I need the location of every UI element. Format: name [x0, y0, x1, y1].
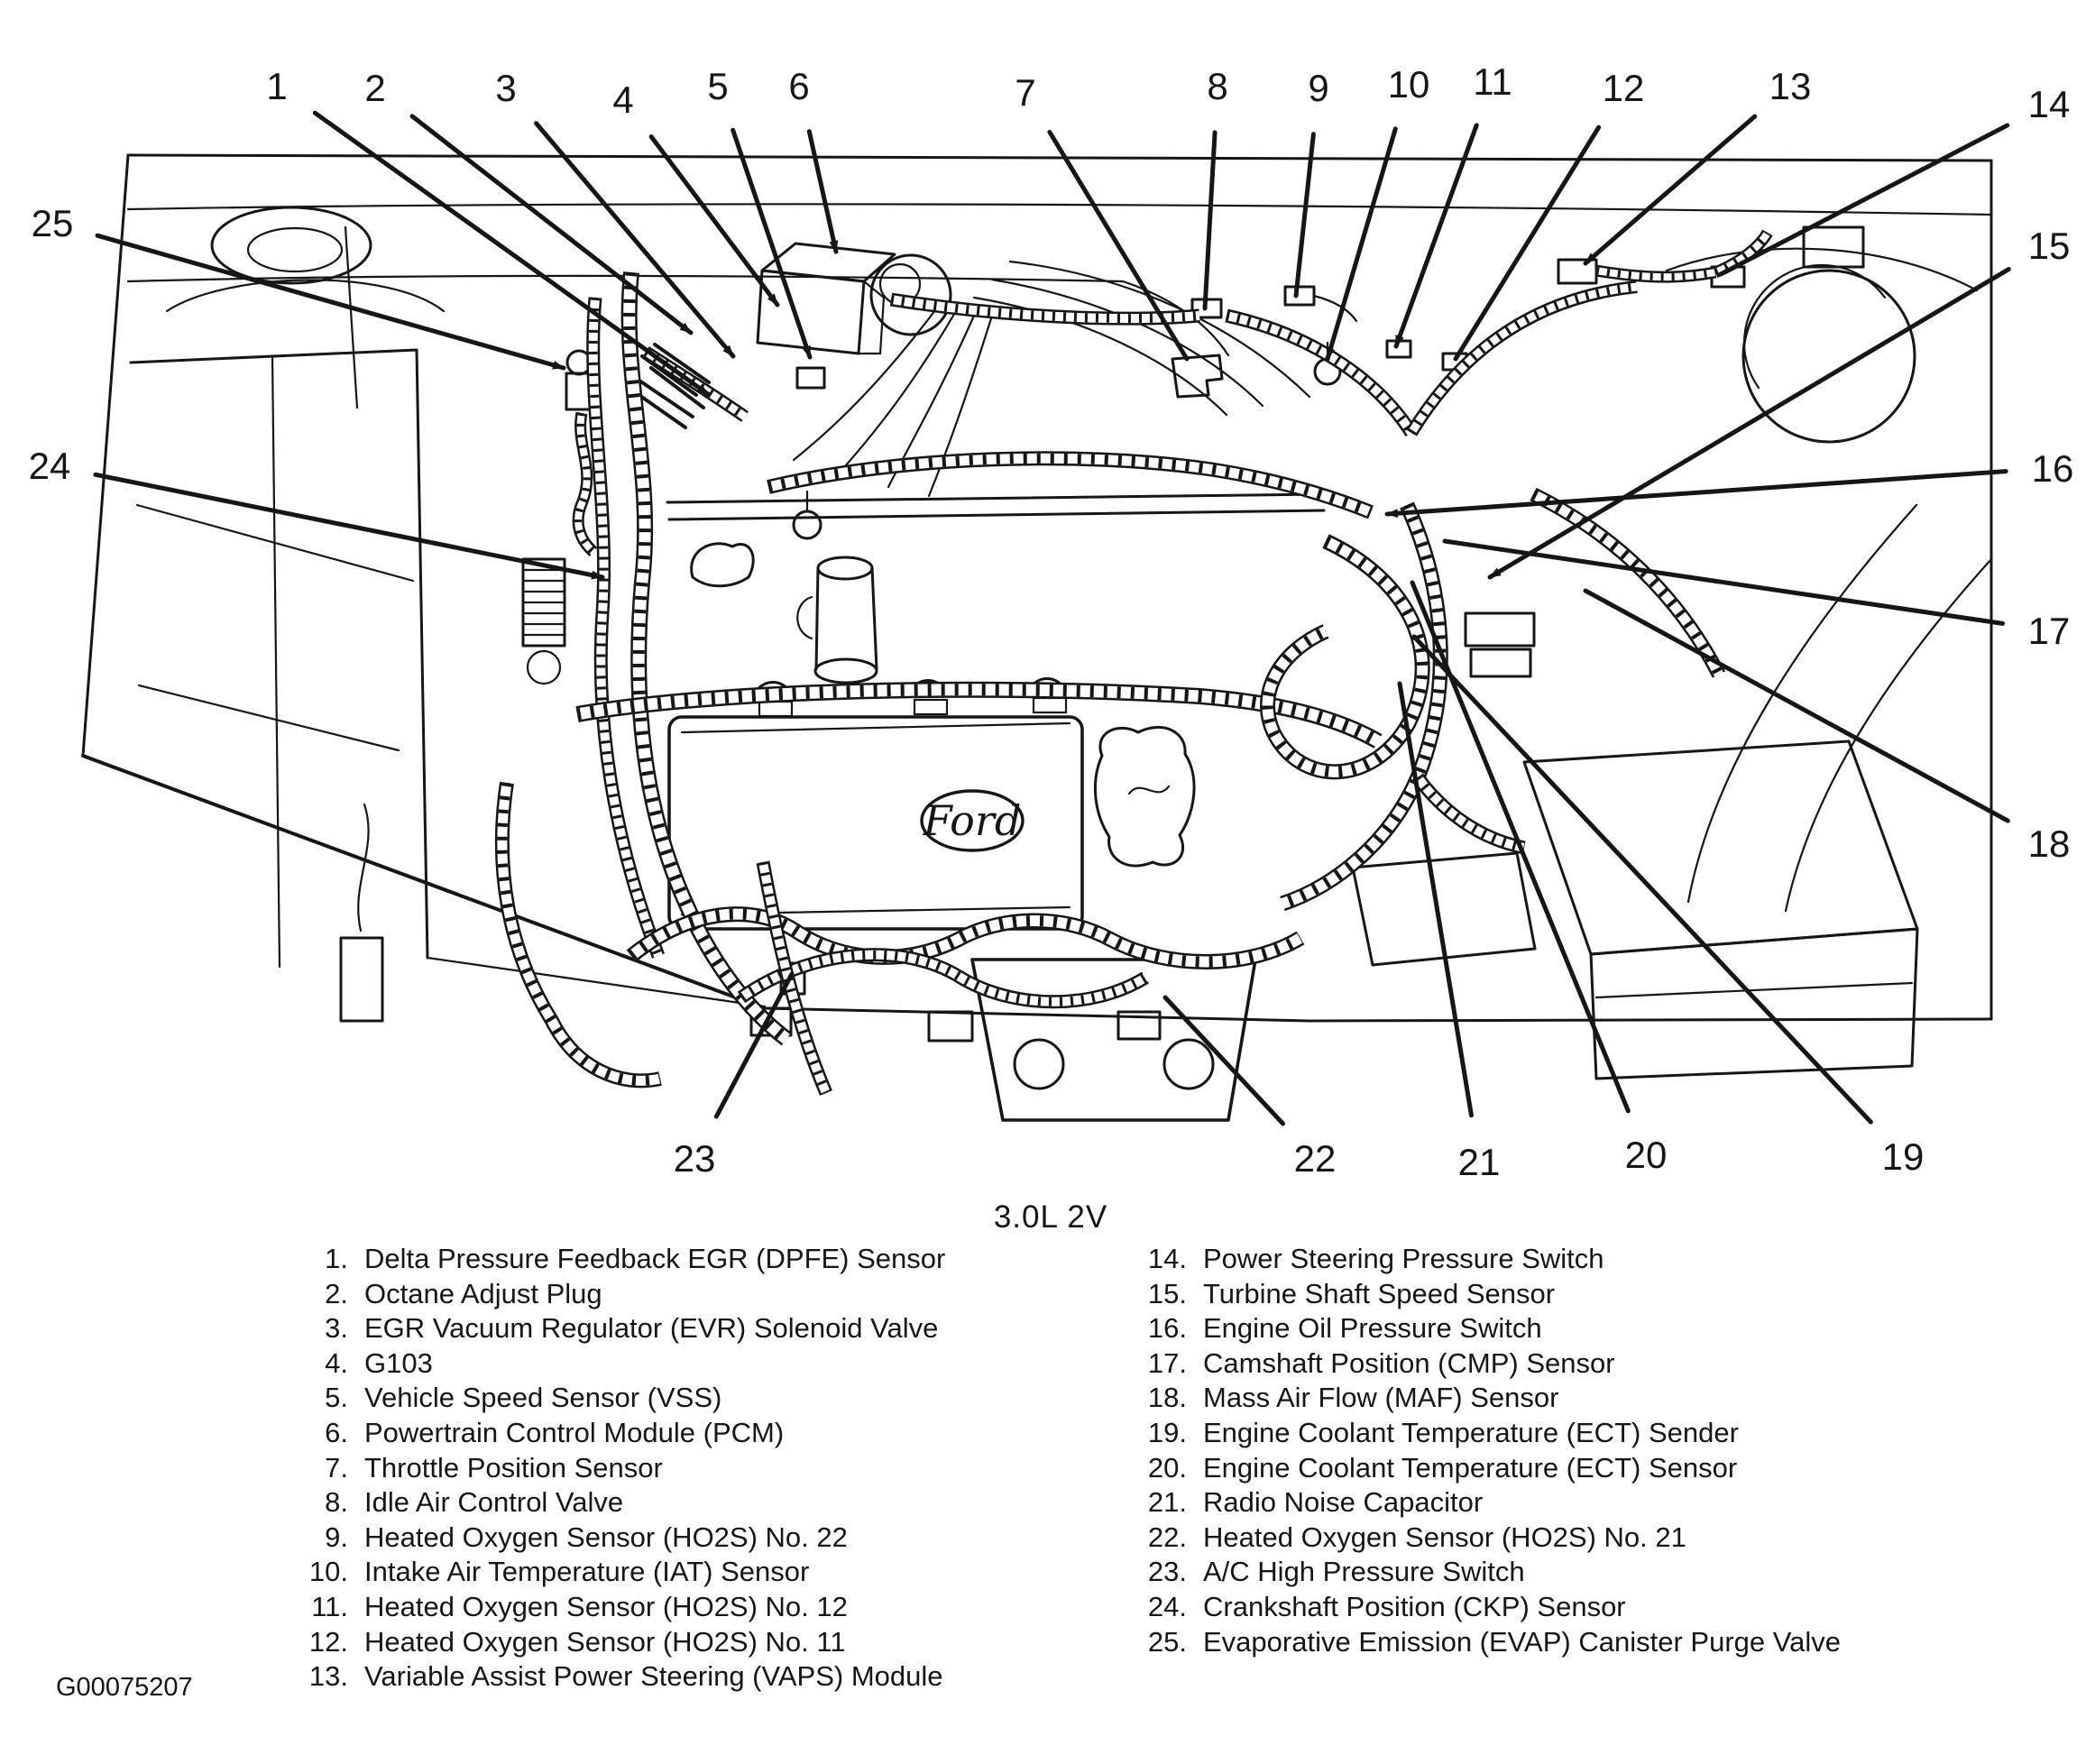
legend-item-25	[1109, 1626, 1921, 1661]
legend-column-right	[1109, 1243, 1921, 1660]
legend-item-number: 19.	[1147, 1416, 1187, 1448]
legend-item-number: 20.	[1147, 1451, 1187, 1484]
callout-number-6: 6	[788, 65, 810, 107]
legend-item-2	[271, 1278, 1046, 1313]
legend-item-21	[1109, 1486, 1921, 1521]
leader-line-6	[809, 132, 836, 252]
callout-number-10: 10	[1387, 63, 1430, 106]
legend-item-number: 3.	[325, 1312, 348, 1345]
legend-item-label: Heated Oxygen Sensor (HO2S) No. 22	[364, 1521, 848, 1553]
legend-item-number: 16.	[1147, 1312, 1187, 1345]
legend-item-number: 6.	[325, 1416, 348, 1448]
legend-item-number: 21.	[1147, 1486, 1187, 1519]
legend-item-label: Heated Oxygen Sensor (HO2S) No. 11	[364, 1625, 846, 1658]
legend-item-24	[1109, 1591, 1921, 1626]
legend-item-18	[1109, 1382, 1921, 1417]
callout-number-15: 15	[2027, 225, 2071, 267]
radiator-support	[131, 350, 427, 1021]
legend-item-label: Throttle Position Sensor	[364, 1451, 663, 1484]
callout-number-16: 16	[2031, 447, 2074, 490]
legend-item-label: Engine Oil Pressure Switch	[1203, 1312, 1542, 1345]
legend-item-16	[1109, 1312, 1921, 1347]
legend-item-number: 1.	[325, 1243, 348, 1274]
legend-item-15	[1109, 1278, 1921, 1313]
callout-number-2: 2	[364, 67, 386, 109]
legend-item-label: Octane Adjust Plug	[364, 1277, 602, 1309]
callout-number-17: 17	[2027, 610, 2071, 652]
harness-tube	[502, 783, 660, 1080]
harness-tube	[1267, 541, 1422, 772]
callout-number-3: 3	[495, 67, 517, 109]
legend-item-label: Camshaft Position (CMP) Sensor	[1203, 1346, 1615, 1379]
legend-item-label: Heated Oxygen Sensor (HO2S) No. 21	[1203, 1521, 1686, 1553]
callout-number-7: 7	[1015, 71, 1036, 114]
legend-item-label: Engine Coolant Temperature (ECT) Sensor	[1203, 1451, 1738, 1484]
legend-item-number: 14.	[1147, 1243, 1187, 1274]
legend-item-number: 9.	[325, 1521, 348, 1553]
legend-item-number: 12.	[308, 1625, 348, 1658]
callout-number-11: 11	[1473, 60, 1512, 103]
legend-item-4	[271, 1347, 1046, 1383]
legend-item-6	[271, 1417, 1046, 1452]
legend-item-3	[271, 1312, 1046, 1347]
legend-item-label: Power Steering Pressure Switch	[1203, 1243, 1604, 1274]
legend-item-number: 18.	[1147, 1382, 1187, 1414]
fuel-rail	[667, 492, 1324, 683]
callout-number-21: 21	[1457, 1141, 1501, 1183]
legend-item-label: Evaporative Emission (EVAP) Canister Purge Valve	[1203, 1625, 1841, 1658]
harness-tube	[593, 298, 658, 956]
harness-tube	[502, 783, 660, 1080]
legend-item-19	[1109, 1417, 1921, 1452]
legend-item-label: G103	[364, 1346, 433, 1379]
legend-item-8	[271, 1486, 1046, 1521]
figure-id: G00075207	[56, 1673, 193, 1702]
callout-number-18: 18	[2027, 822, 2071, 865]
legend-item-17	[1109, 1347, 1921, 1383]
leader-line-17	[1445, 541, 2003, 623]
legend-item-label: Intake Air Temperature (IAT) Sensor	[364, 1556, 810, 1588]
leader-line-13	[1585, 116, 1755, 263]
legend-item-number: 5.	[325, 1382, 348, 1414]
harness-tube	[502, 783, 660, 1080]
legend-item-label: Heated Oxygen Sensor (HO2S) No. 12	[364, 1590, 848, 1622]
harness-tube	[1227, 316, 1411, 433]
valve-cover	[669, 717, 1082, 929]
legend-item-label: Mass Air Flow (MAF) Sensor	[1203, 1382, 1559, 1414]
callout-number-1: 1	[266, 65, 288, 107]
leader-line-20	[1412, 583, 1628, 1111]
leader-line-10	[1328, 129, 1395, 359]
callout-number-14: 14	[2027, 83, 2071, 125]
callout-number-5: 5	[707, 65, 729, 107]
legend-item-number: 22.	[1147, 1521, 1187, 1553]
legend-item-20	[1109, 1452, 1921, 1487]
legend-item-number: 15.	[1147, 1277, 1187, 1309]
legend-item-23	[1109, 1556, 1921, 1591]
legend-item-label: Delta Pressure Feedback EGR (DPFE) Sensor	[364, 1243, 946, 1274]
legend-item-label: Vehicle Speed Sensor (VSS)	[364, 1382, 722, 1414]
legend-item-label: Variable Assist Power Steering (VAPS) Module	[364, 1660, 943, 1693]
legend-item-14	[1109, 1243, 1921, 1278]
legend-item-label: Turbine Shaft Speed Sensor	[1203, 1277, 1556, 1309]
legend-item-number: 8.	[325, 1486, 348, 1519]
leader-line-22	[1165, 997, 1283, 1124]
legend-item-12	[271, 1626, 1046, 1661]
harness-tube	[1227, 316, 1411, 433]
left-strut-tower	[167, 207, 444, 408]
legend-item-label: Powertrain Control Module (PCM)	[364, 1416, 785, 1448]
callout-number-13: 13	[1769, 65, 1812, 107]
legend-item-label: Radio Noise Capacitor	[1203, 1486, 1484, 1519]
oil-filler-cap	[1095, 727, 1194, 866]
legend-item-10	[271, 1556, 1046, 1591]
callout-number-24: 24	[28, 445, 71, 487]
ford-logo: Ford	[923, 796, 1022, 845]
callout-number-20: 20	[1624, 1134, 1668, 1176]
callout-number-22: 22	[1293, 1137, 1337, 1180]
legend-item-number: 13.	[308, 1660, 348, 1693]
harness-tube	[1411, 287, 1637, 433]
legend-item-13	[271, 1660, 1046, 1695]
callout-number-8: 8	[1207, 65, 1228, 107]
legend-item-label: Crankshaft Position (CKP) Sensor	[1203, 1590, 1626, 1622]
callout-number-9: 9	[1308, 67, 1329, 109]
legend-item-1	[271, 1243, 1046, 1278]
legend-item-5	[271, 1382, 1046, 1417]
leader-line-24	[96, 474, 602, 577]
legend-item-number: 17.	[1147, 1346, 1187, 1379]
alternator	[523, 559, 565, 684]
legend-item-number: 24.	[1147, 1590, 1187, 1622]
legend-item-number: 11.	[311, 1590, 348, 1622]
diagram-title: 3.0L 2V	[993, 1199, 1108, 1235]
harness-tube	[1227, 316, 1411, 433]
leader-line-18	[1585, 591, 2008, 821]
wiring-harness-tubes	[502, 233, 1768, 1093]
legend-item-number: 23.	[1147, 1556, 1187, 1588]
legend-item-label: A/C High Pressure Switch	[1203, 1556, 1525, 1588]
legend-item-label: Idle Air Control Valve	[364, 1486, 624, 1519]
legend-item-number: 25.	[1147, 1625, 1187, 1658]
legend-item-22	[1109, 1521, 1921, 1557]
leader-line-2	[412, 116, 691, 333]
legend-item-label: EGR Vacuum Regulator (EVR) Solenoid Valve	[364, 1312, 939, 1345]
callout-number-19: 19	[1881, 1135, 1925, 1178]
callout-number-23: 23	[673, 1137, 716, 1180]
legend-item-label: Engine Coolant Temperature (ECT) Sender	[1203, 1416, 1739, 1448]
legend-item-number: 4.	[325, 1346, 348, 1379]
engine-mount-bracket	[972, 960, 1255, 1120]
legend-column-left	[271, 1243, 1046, 1695]
legend-item-9	[271, 1521, 1046, 1557]
callout-number-25: 25	[31, 202, 74, 244]
harness-tube	[1411, 287, 1637, 433]
leader-line-25	[97, 235, 564, 368]
callout-number-12: 12	[1602, 67, 1645, 109]
callout-number-4: 4	[612, 78, 634, 121]
harness-tube	[1411, 287, 1637, 433]
legend-item-number: 2.	[325, 1277, 348, 1309]
legend-item-number: 10.	[308, 1556, 348, 1588]
legend-item-7	[271, 1452, 1046, 1487]
legend-item-11	[271, 1591, 1046, 1626]
legend-item-number: 7.	[325, 1451, 348, 1484]
